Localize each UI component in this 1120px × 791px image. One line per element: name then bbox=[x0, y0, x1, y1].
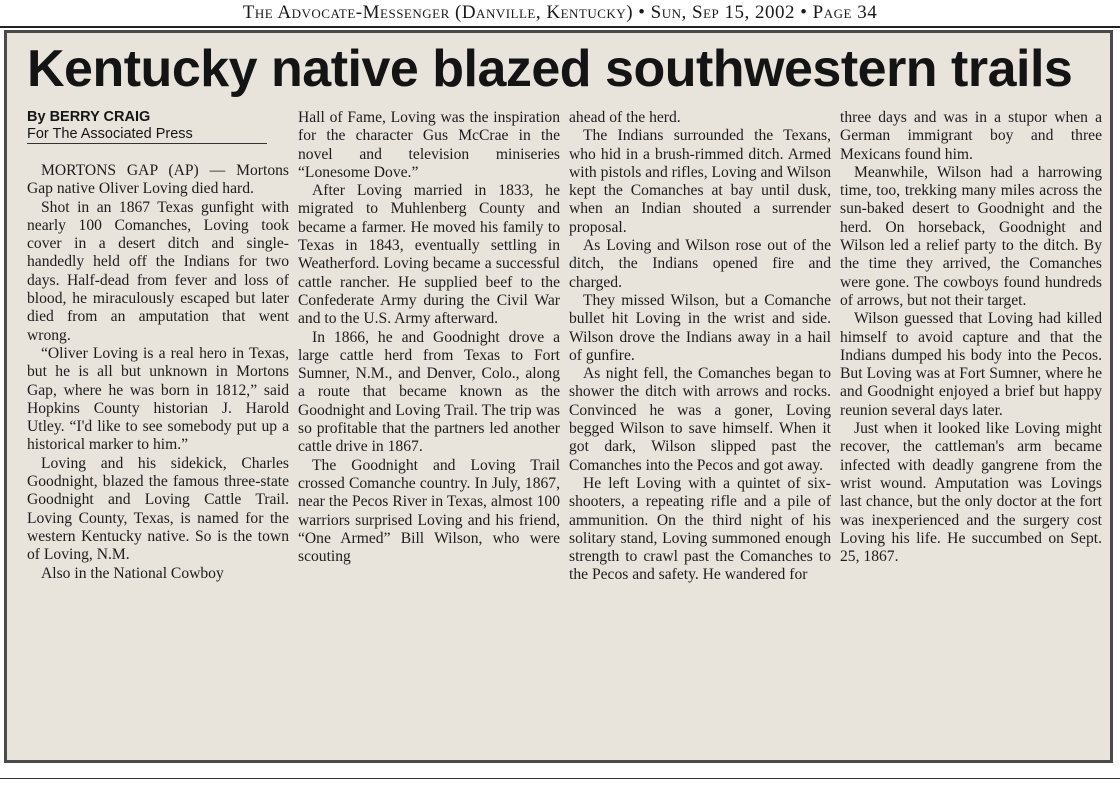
article-column-3 bbox=[569, 109, 831, 759]
paragraph: Just when it looked like Loving might recover, the cattleman's arm became infected with deadly gangrene from the wrist wound. Amputation was Lovings last chance, but the only doctor at the fort was inexperienced and the surgery cost Loving his life. He succumbed on Sept. 25, 1867. bbox=[840, 420, 1102, 566]
byline-rule bbox=[27, 143, 267, 144]
paragraph: They missed Wilson, but a Comanche bullet hit Loving in the wrist and side. Wilson drove the Indians away in a hail of gunfire. bbox=[569, 291, 831, 364]
paragraph: three days and was in a stupor when a German immigrant boy and three Mexicans found him. bbox=[840, 109, 1102, 163]
paragraph: The Goodnight and Loving Trail crossed Comanche country. In July, 1867, near the Pecos River in Texas, almost 100 warriors surprised Loving and his friend, “One Armed” Bill Wilson, who were scouting bbox=[298, 456, 560, 566]
paragraph: MORTONS GAP (AP) — Mortons Gap native Oliver Loving died hard. bbox=[27, 162, 289, 198]
byline-credit: For The Associated Press bbox=[27, 126, 193, 142]
byline-author: By BERRY CRAIG bbox=[27, 109, 151, 125]
paragraph: He left Loving with a quintet of six-shooters, a repeating rifle and a pile of ammunition. On the third night of his solitary stand, Loving summoned enough strength to crawl past the Comanches to the Pecos and safety. He wandered for bbox=[569, 474, 831, 584]
article-column-1 bbox=[27, 109, 289, 759]
paragraph: ahead of the herd. bbox=[569, 109, 681, 126]
article-column-2 bbox=[298, 109, 560, 759]
paragraph: The Indians surrounded the Texans, who hid in a brush-rimmed ditch. Armed with pistols and rifles, Loving and Wilson kept the Comanches at bay until dusk, when an Indian shouted a surrender proposal. bbox=[569, 127, 831, 236]
paragraph: Shot in an 1867 Texas gunfight with nearly 100 Comanches, Loving took cover in a desert ditch and single-handedly held off the Indians for two days. Half-dead from fever and loss of blood, he miraculously escaped but later died from an amputation that went wrong. bbox=[27, 198, 289, 344]
paragraph: Meanwhile, Wilson had a harrowing time, too, trekking many miles across the sun-baked desert to Goodnight and the herd. On horseback, Goodnight and Wilson led a relief party to the ditch. By the time they arrived, the Comanches were gone. The cowboys found hundreds of arrows, but not their target. bbox=[840, 163, 1102, 309]
masthead: The Advocate-Messenger (Danville, Kentucky) • Sun, Sep 15, 2002 • Page 34 bbox=[242, 2, 878, 23]
article-headline: Kentucky native blazed southwestern trails bbox=[27, 40, 1073, 98]
paragraph: “Oliver Loving is a real hero in Texas, but he is all but unknown in Mortons Gap, where he was born in 1812,” said Hopkins County historian J. Harold Utley. “I'd like to see somebody put up a historical marker to him.” bbox=[27, 344, 289, 454]
paragraph: Hall of Fame, Loving was the inspiration for the character Gus McCrae in the novel and television miniseries “Lonesome Dove.” bbox=[298, 109, 560, 181]
paragraph: As night fell, the Comanches began to shower the ditch with arrows and rocks. Convinced he was a goner, Loving begged Wilson to save himself. When it got dark, Wilson slipped past the Comanches into the Pecos and got away. bbox=[569, 365, 831, 474]
paragraph: As Loving and Wilson rose out of the ditch, the Indians opened fire and charged. bbox=[569, 237, 831, 291]
paragraph: In 1866, he and Goodnight drove a large cattle herd from Texas to Fort Sumner, N.M., and Denver, Colo., along a route that became known as the Goodnight and Loving Trail. The trip was so profitable that the partners led another cattle drive in 1867. bbox=[298, 328, 560, 456]
masthead-rule bbox=[0, 26, 1120, 28]
paragraph: Wilson guessed that Loving had killed himself to avoid capture and that the Indians dumped his body into the Pecos. But Loving was at Fort Sumner, where he and Goodnight enjoyed a brief but happy reunion several days later. bbox=[840, 310, 1102, 419]
article-column-4 bbox=[840, 109, 1102, 759]
page-bottom-rule bbox=[0, 778, 1120, 779]
article-clipping bbox=[4, 30, 1113, 763]
paragraph: After Loving married in 1833, he migrated to Muhlenberg County and became a farmer. He moved his family to Texas in 1843, eventually settling in Weatherford. Loving became a successful cattle rancher. He supplied beef to the Confederate Army during the Civil War and to the U.S. Army afterward. bbox=[298, 182, 560, 328]
paragraph: Also in the National Cowboy bbox=[41, 564, 224, 582]
paragraph: Loving and his sidekick, Charles Goodnight, blazed the famous three-state Goodnight and Loving Cattle Trail. Loving County, Texas, is named for the western Kentucky native. So is the town of Loving, N.M. bbox=[27, 454, 289, 564]
